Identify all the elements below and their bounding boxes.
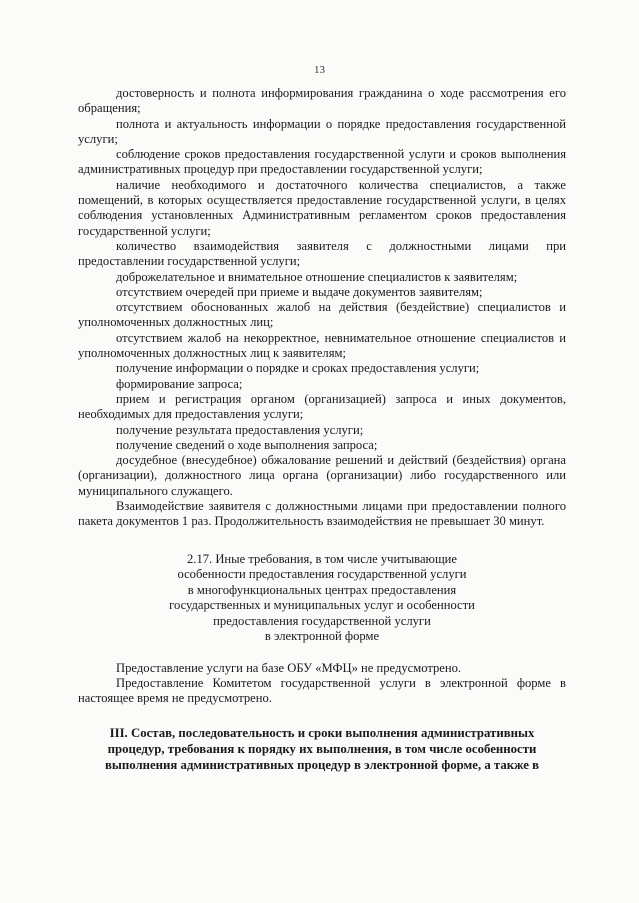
paragraph: прием и регистрация органом (организацией) запроса и иных документов, необходимых для предоставления услуги; (78, 391, 566, 422)
paragraph: достоверность и полнота информирования гражданина о ходе рассмотрения его обращения; (78, 86, 566, 116)
paragraph: доброжелательное и внимательное отношение специалистов к заявителям; (116, 269, 518, 284)
section-line: процедур, требования к порядку их выполнения, в том числе особенности (107, 741, 537, 756)
paragraph: отсутствием очередей при приеме и выдаче документов заявителям; (116, 284, 483, 299)
paragraph: отсутствием обоснованных жалоб на действия (бездействие) специалистов и уполномоченных должностных лиц; (78, 300, 566, 330)
heading-line: особенности предоставления государственной услуги (177, 567, 467, 582)
section-line: III. Состав, последовательность и сроки выполнения административных (109, 725, 535, 740)
paragraph: количество взаимодействия заявителя с должностными лицами при предоставлении государственной услуги; (78, 238, 566, 269)
paragraph: Предоставление услуги на базе ОБУ «МФЦ» не предусмотрено. (116, 660, 462, 675)
page-number: 13 (314, 64, 325, 76)
paragraph: Взаимодействие заявителя с должностными лицами при предоставлении полного пакета документов 1 раз. Продолжительность взаимодействия не превышает 30 минут. (78, 499, 566, 529)
paragraph: Предоставление Комитетом государственной услуги в электронной форме в настоящее время не предусмотрено. (78, 675, 566, 706)
paragraph: соблюдение сроков предоставления государственной услуги и сроков выполнения административных процедур при предоставлении государственной услуги; (78, 147, 566, 177)
section-line: выполнения административных процедур в электронной форме, а также в (104, 757, 540, 772)
heading-line: в многофункциональных центрах предоставления (187, 582, 457, 597)
heading-line: в электронной форме (264, 629, 380, 644)
paragraph: получение сведений о ходе выполнения запроса; (116, 437, 378, 452)
paragraph: получение результата предоставления услуги; (116, 422, 364, 437)
paragraph: полнота и актуальность информации о порядке предоставления государственной услуги; (78, 116, 566, 146)
heading-line: предоставления государственной услуги (213, 613, 431, 628)
paragraph: отсутствием жалоб на некорректное, невнимательное отношение специалистов и уполномоченных должностных лиц к заявителям; (78, 330, 566, 361)
document-body (78, 86, 566, 773)
heading-line: 2.17. Иные требования, в том числе учитывающие (187, 551, 457, 566)
section-heading (78, 725, 566, 773)
paragraph: получение информации о порядке и сроках предоставления услуги; (116, 361, 480, 376)
paragraph: досудебное (внесудебное) обжалование решений и действий (бездействия) органа (организации), должностного лица органа (организации) либо государственного или муниципального служащего. (78, 453, 566, 498)
paragraph: наличие необходимого и достаточного количества специалистов, а также помещений, в которых осуществляется предоставление государственной услуги, в целях соблюдения установленных Административным регламентом сроков предоставления государственной услуги; (78, 177, 566, 238)
subsection-heading (78, 552, 566, 645)
heading-line: государственных и муниципальных услуг и особенности (169, 598, 475, 613)
paragraph: формирование запроса; (116, 376, 243, 391)
